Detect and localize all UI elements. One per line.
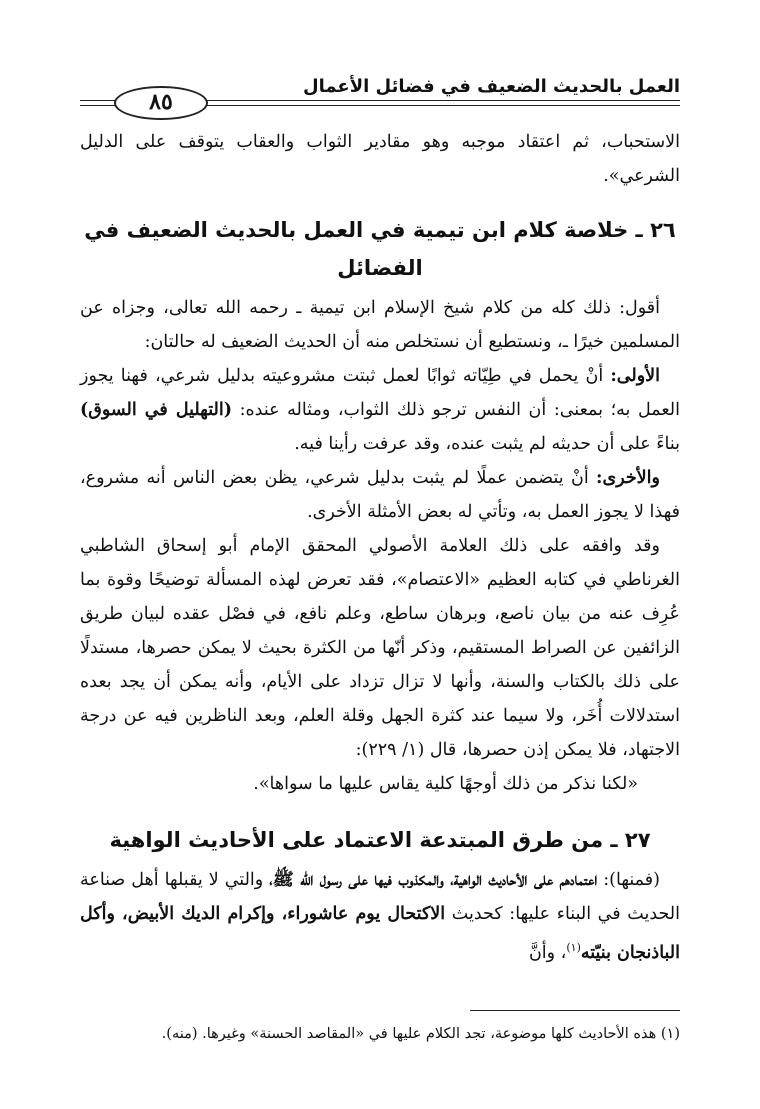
block-quote: «لكنا نذكر من ذلك أوجهًا كلية يقاس عليها ما سواها». — [253, 774, 638, 794]
page-header — [80, 72, 680, 122]
paragraph-second-case — [80, 461, 680, 529]
section-heading-27: ٢٧ ـ من طرق المبتدعة الاعتماد على الأحاديث الواهية — [109, 828, 651, 852]
methods-bold-2: الاكتحال يوم عاشوراء، وإكرام الديك الأبيض، وأكل الباذنجان بنيّته — [80, 904, 680, 963]
first-case-label: الأولى: — [610, 366, 660, 386]
second-case-text: أنْ يتضمن عملًا لم يثبت بدليل شرعي، يظن بعض الناس أنه مشروع، فهذا لا يجوز العمل به، وتأتي له بعض الأمثلة الأخرى. — [80, 468, 680, 522]
paragraph-first-case — [80, 359, 680, 461]
footnote-divider — [470, 1010, 680, 1011]
methods-text: والتي لا يقبلها أهل صناعة الحديث في البناء عليها: كحديث — [80, 870, 680, 924]
paragraph-continuation: الاستحباب، ثم اعتقاد موجبه وهو مقادير الثواب والعقاب يتوقف على الدليل الشرعي». — [80, 132, 680, 186]
first-case-text: أنْ يحمل في طِيّاته ثوابًا لعمل ثبتت مشروعيته بدليل شرعي، فهنا يجوز العمل به؛ بمعنى: أن النفس ترجو ذلك الثواب، ومثاله عنده: — [80, 366, 680, 420]
methods-tail: ، وأنَّ — [528, 942, 567, 963]
paragraph-aqul: أقول: ذلك كله من كلام شيخ الإسلام ابن تيمية ـ رحمه الله تعالى، وجزاه عن المسلمين خيرًا ـ، ونستطيع أن نستخلص منه أن الحديث الضعيف له حالتان: — [80, 298, 680, 352]
first-case-example: (التهليل في السوق) — [80, 400, 233, 420]
paragraph-methods — [80, 863, 680, 970]
methods-open: (فمنها): — [603, 870, 660, 890]
methods-bold-1: اعتمادهم على الأحاديث الواهية، والمكذوب فيها على رسول الله ﷺ، — [269, 870, 598, 890]
page-number: ٨٥ — [114, 86, 208, 120]
paragraph-shatibi: وقد وافقه على ذلك العلامة الأصولي المحقق الإمام أبو إسحاق الشاطبي الغرناطي في كتابه العظيم «الاعتصام»، فقد تعرض لهذه المسألة توضيحًا وقوة بما عُرِف عنه من بيان ناصع، وبرهان ساطع، وعلم نافع، في فصْل عقده لبيان طريق الزائفين عن الصراط المستقيم، وذكر أنّها من الكثرة بحيث لا يمكن حصرها، مستدلًا على ذلك بالكتاب والسنة، وأنها لا تزال تزداد على الأيام، وأنه يمكن أن يجد بعده استدلالات أُخَر، ولا سيما عند كثرة الجهل وقلة العلم، وبعد الناظرين فيه عن درجة الاجتهاد، فلا يمكن إذن حصرها، قال (١/ ٢٢٩): — [80, 536, 680, 760]
page-body — [80, 125, 680, 970]
footnote-reference[interactable]: (١) — [566, 941, 581, 954]
first-case-tail: بناءً على أن حديثه لم يثبت عنده، وقد عرفت رأينا فيه. — [294, 434, 680, 454]
second-case-label: والأخرى: — [596, 468, 660, 488]
section-heading-26: ٢٦ ـ خلاصة كلام ابن تيمية في العمل بالحديث الضعيف في الفضائل — [84, 218, 676, 280]
running-title: العمل بالحديث الضعيف في فضائل الأعمال — [302, 76, 680, 97]
footnote: (١) هذه الأحاديث كلها موضوعة، تجد الكلام عليها في «المقاصد الحسنة» وغيرها. (منه). — [161, 1026, 680, 1042]
